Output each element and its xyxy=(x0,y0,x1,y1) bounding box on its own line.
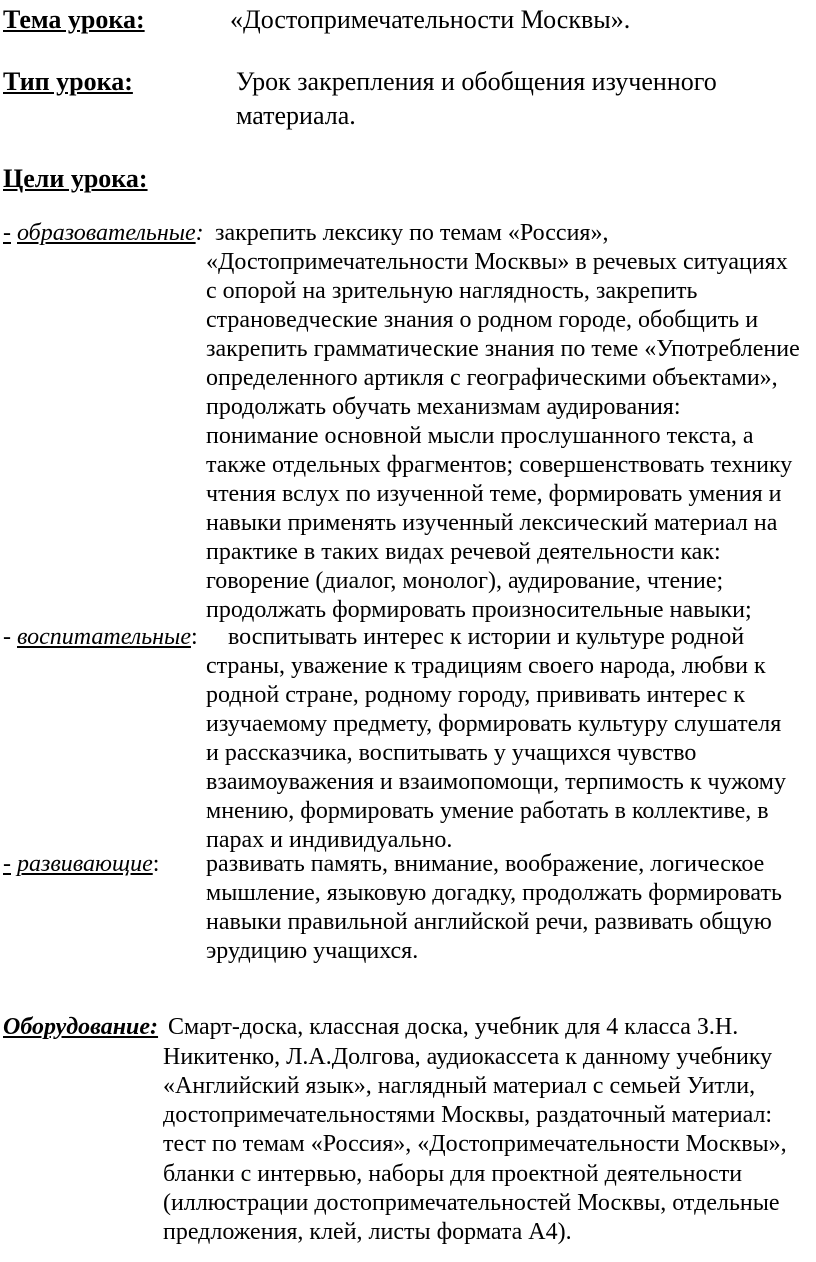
upbringing-goals-label xyxy=(3,623,198,651)
developing-colon: : xyxy=(152,851,160,877)
upbringing-line: парах и индивидуально. xyxy=(206,827,453,853)
developing-line: навыки правильной английской речи, развивать общую xyxy=(206,909,772,935)
educational-line: с опорой на зрительную наглядность, закрепить xyxy=(206,278,698,304)
educational-line: продолжать формировать произносительные навыки; xyxy=(206,597,752,623)
upbringing-line: родной стране, родному городу, прививать интерес к xyxy=(206,682,745,708)
educational-line: страноведческие знания о родном городе, обобщить и xyxy=(206,307,759,333)
educational-dash: - xyxy=(3,220,11,246)
equipment-label: Оборудование: xyxy=(3,1014,159,1040)
topic-label: Тема урока: xyxy=(3,5,145,34)
educational-line: также отдельных фрагментов; совершенствовать технику xyxy=(206,452,793,478)
topic-value: «Достопримечательности Москвы». xyxy=(230,5,631,34)
educational-line: навыки применять изученный лексический материал на xyxy=(206,510,778,536)
educational-line: говорение (диалог, монолог), аудирование, чтение; xyxy=(206,568,724,594)
equipment-line: предложения, клей, листы формата А4). xyxy=(163,1219,572,1245)
upbringing-colon: : xyxy=(190,624,198,650)
equipment-line: (иллюстрации достопримечательностей Москвы, отдельные xyxy=(163,1190,780,1216)
educational-line: закрепить лексику по темам «Россия», xyxy=(215,220,609,246)
equipment-line: Никитенко, Л.А.Долгова, аудиокассета к данному учебнику xyxy=(163,1044,773,1070)
equipment-line: бланки с интервью, наборы для проектной деятельности xyxy=(163,1161,743,1187)
educational-line: практике в таких видах речевой деятельности как: xyxy=(206,539,721,565)
equipment-line: достопримечательностями Москвы, раздаточный материал: xyxy=(163,1102,773,1128)
developing-line: эрудицию учащихся. xyxy=(206,938,419,964)
upbringing-line: изучаемому предмету, формировать культуру слушателя xyxy=(206,711,782,737)
educational-colon: : xyxy=(195,220,204,246)
upbringing-dash: - xyxy=(3,624,11,650)
developing-line: мышление, языковую догадку, продолжать формировать xyxy=(206,880,782,906)
upbringing-line: воспитывать интерес к истории и культуре родной xyxy=(228,624,745,650)
upbringing-line: взаимоуважения и взаимопомощи, терпимость к чужому xyxy=(206,769,786,795)
goals-label: Цели урока: xyxy=(3,164,148,193)
educational-line: «Достопримечательности Москвы» в речевых ситуациях xyxy=(206,249,788,275)
lesson-type-line: материала. xyxy=(236,101,356,130)
educational-line: закрепить грамматические знания по теме «Употребление xyxy=(206,336,800,362)
educational-label: образовательные xyxy=(17,220,196,246)
upbringing-line: мнению, формировать умение работать в коллективе, в xyxy=(206,798,769,824)
educational-goals-label xyxy=(3,219,204,247)
educational-line: понимание основной мысли прослушанного текста, а xyxy=(206,423,754,449)
developing-goals-label xyxy=(3,850,159,878)
equipment-line: Смарт-доска, классная доска, учебник для 4 класса З.Н. xyxy=(168,1014,739,1040)
upbringing-line: и рассказчика, воспитывать у учащихся чувство xyxy=(206,740,697,766)
upbringing-line: страны, уважение к традициям своего народа, любви к xyxy=(206,653,766,679)
educational-line: продолжать обучать механизмам аудирования: xyxy=(206,394,681,420)
educational-line: определенного артикля с географическими объектами», xyxy=(206,365,778,391)
lesson-type-label: Тип урока: xyxy=(3,67,133,96)
upbringing-label: воспитательные xyxy=(17,624,191,650)
developing-label: развивающие xyxy=(17,851,153,877)
developing-line: развивать память, внимание, воображение, логическое xyxy=(206,851,765,877)
educational-line: чтения вслух по изученной теме, формировать умения и xyxy=(206,481,782,507)
lesson-type-line: Урок закрепления и обобщения изученного xyxy=(236,67,717,96)
equipment-line: «Английский язык», наглядный материал с семьей Уитли, xyxy=(163,1073,756,1099)
equipment-line: тест по темам «Россия», «Достопримечательности Москвы», xyxy=(163,1131,787,1157)
developing-dash: - xyxy=(3,851,11,877)
